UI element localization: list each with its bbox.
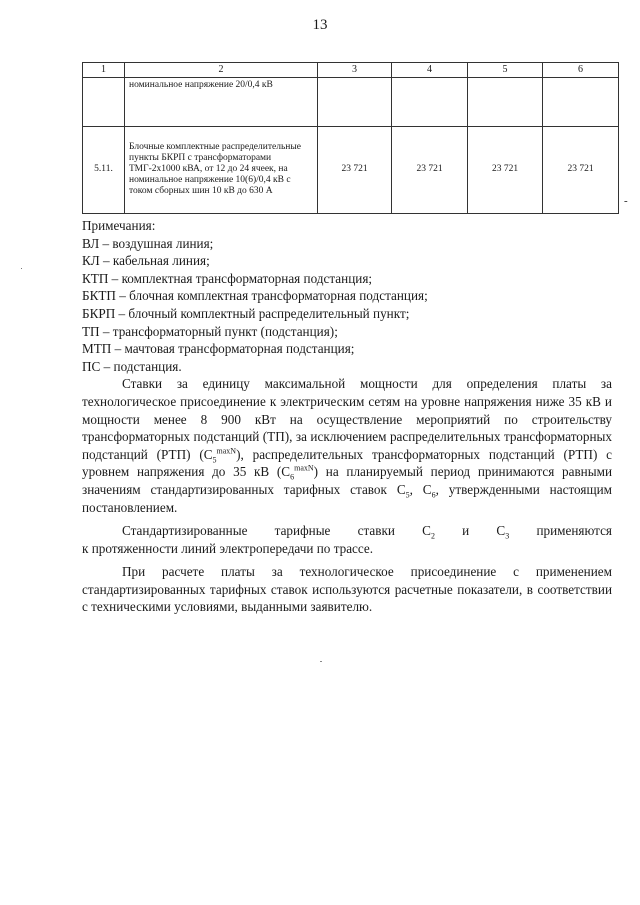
table-cell: [83, 77, 125, 126]
table-row-continuation: [83, 77, 619, 126]
table-cell: [468, 77, 543, 126]
page-number: 13: [312, 17, 328, 33]
paragraph-calculation: При расчете платы за технологическое присоединение с применением стандартизированных тарифных ставок используются расчетные показатели, в соответствии с техническими условиями, выданными заявителю.: [82, 564, 612, 615]
table-header-cell: 4: [392, 63, 468, 78]
row-value: 23 721: [543, 126, 619, 213]
note-item: МТП – мачтовая трансформаторная подстанция;: [82, 341, 355, 357]
table-cell: [543, 77, 619, 126]
note-item: ТП – трансформаторный пункт (подстанция);: [82, 323, 338, 339]
table-header-cell: 2: [125, 63, 318, 78]
note-item: КЛ – кабельная линия;: [82, 253, 210, 269]
row-value: 23 721: [468, 126, 543, 213]
tariff-table: [82, 62, 619, 214]
body-text: [82, 217, 612, 616]
row-description: Блочные комплектные распределительные пункты БКРП с трансформаторами ТМГ-2х1000 кВА, от 12 до 24 ячеек, на номинальное напряжение 10(6)/0,4 кВ с током сборных шин 10 кВ до 630 А: [125, 126, 318, 213]
note-item: ВЛ – воздушная линия;: [82, 235, 214, 251]
side-mark: -: [624, 195, 628, 207]
table-cell: [318, 77, 392, 126]
paragraph-standard-rates: Стандартизированные тарифные ставки $С_2$ и $С_3$ применяются: [122, 523, 612, 541]
continuation-text: номинальное напряжение 20/0,4 кВ: [125, 77, 318, 126]
note-item: БКТП – блочная комплектная трансформаторная подстанция;: [82, 288, 428, 304]
row-value: 23 721: [392, 126, 468, 213]
row-value: 23 721: [318, 126, 392, 213]
scan-speck: [320, 661, 322, 662]
table-cell: [392, 77, 468, 126]
paragraph-standard-rates-cont: к протяженности линий электропередачи по трассе.: [82, 540, 374, 556]
table-row: [83, 126, 619, 213]
row-number: 5.11.: [83, 126, 125, 213]
table-header-cell: 3: [318, 63, 392, 78]
table-header-cell: 6: [543, 63, 619, 78]
table-header-cell: 5: [468, 63, 543, 78]
table-header-cell: 1: [83, 63, 125, 78]
margin-speck: [21, 268, 22, 269]
notes-heading: Примечания:: [82, 218, 156, 233]
paragraph-rates: Ставки за единицу максимальной мощности для определения платы за технологическое присоединение к электрическим сетям на уровне напряжения ниже 35 кВ и мощности менее 8 900 кВт на осуществление мероприятий по строительству трансформаторных подстанций (ТП), за исключением распределительных трансформаторных подстанций (РТП) $(С_5^{maxN})$, распределительных трансформаторных подстанций (РТП) с уровнем напряжения до 35 кВ $(С_6^{maxN})$ на планируемый период принимаются равными значениям стандартизированных тарифных ставок $С_5$, $С_6$, утвержденными настоящим постановлением.: [82, 376, 613, 515]
note-item: БКРП – блочный комплектный распределительный пункт;: [82, 305, 410, 321]
note-item: ПС – подстанция.: [82, 358, 182, 374]
note-item: КТП – комплектная трансформаторная подстанция;: [82, 270, 373, 286]
table-header-row: [83, 63, 619, 78]
